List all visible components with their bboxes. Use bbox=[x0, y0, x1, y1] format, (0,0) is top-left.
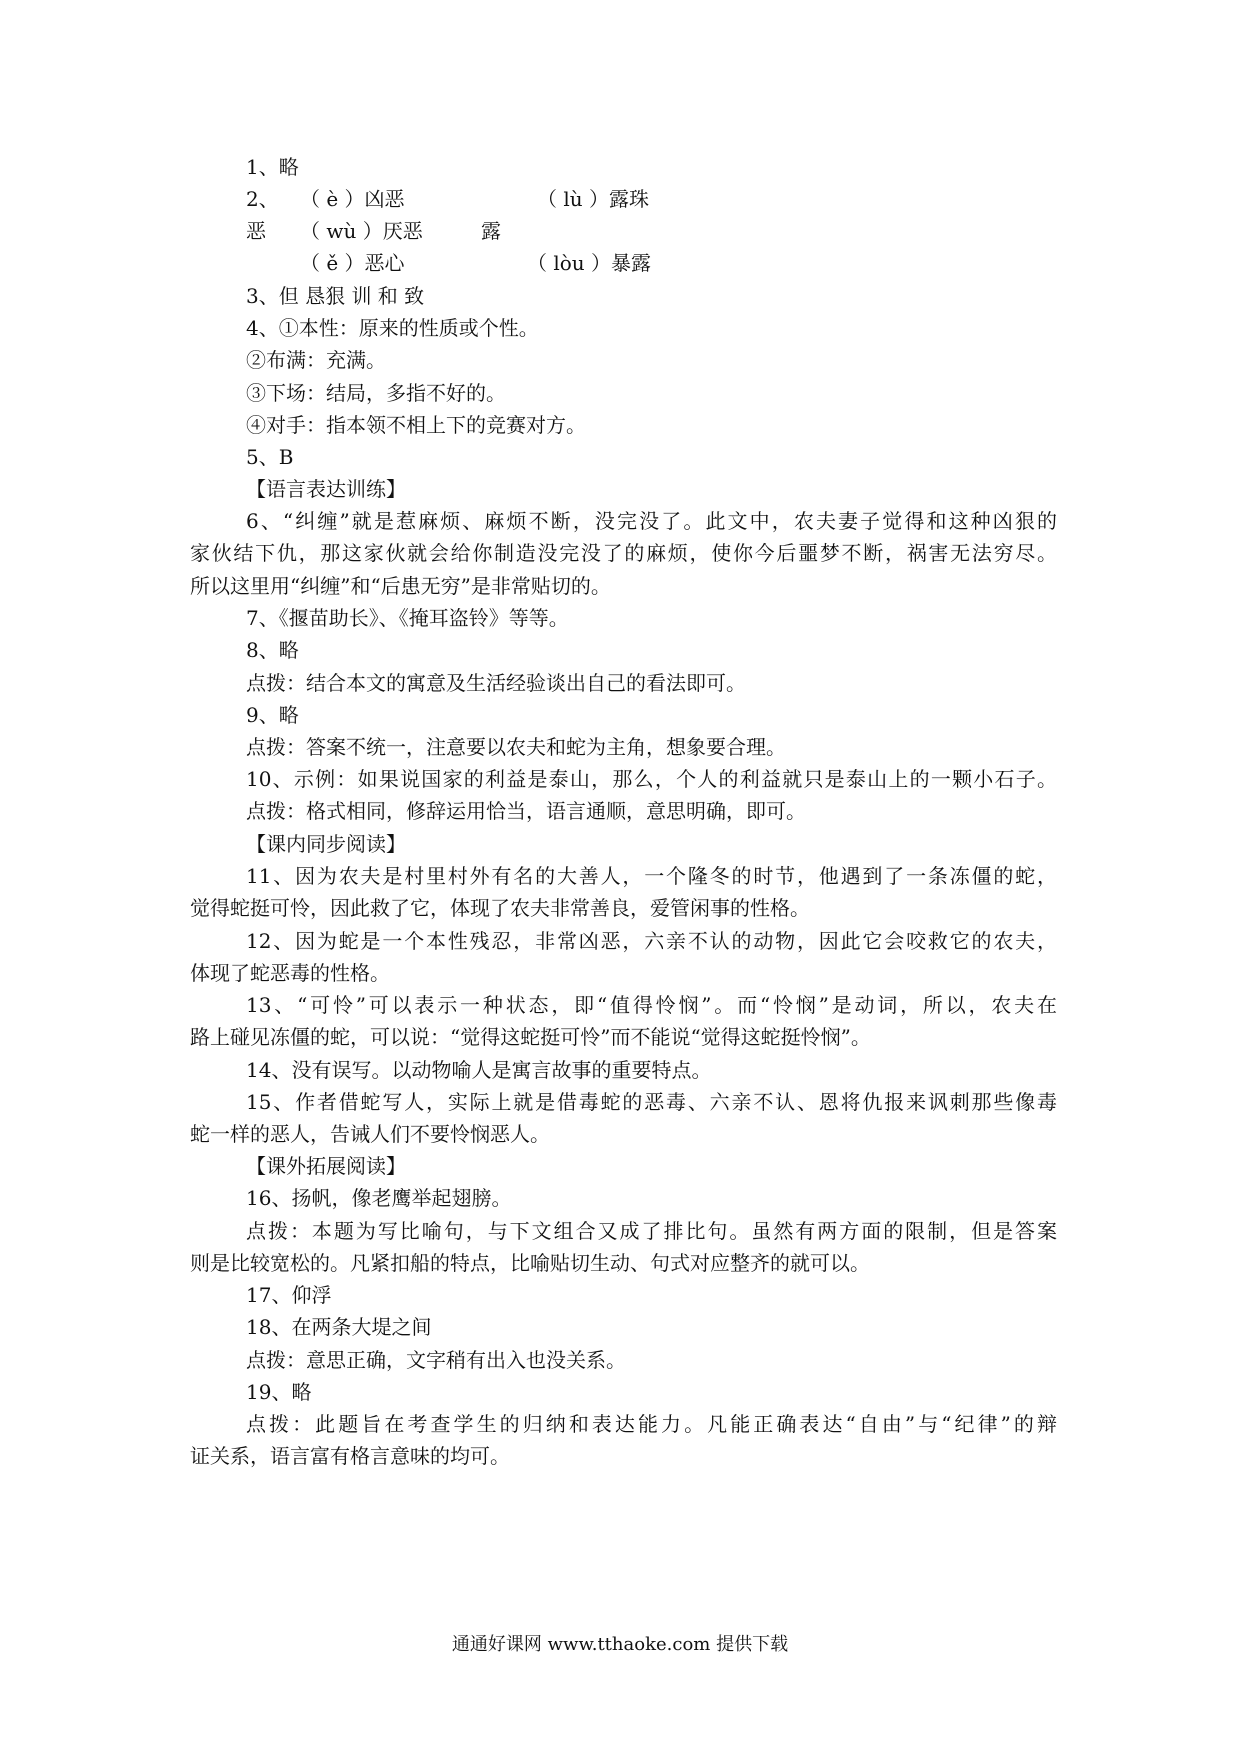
hint-10: 点拨：格式相同，修辞运用恰当，语言通顺，意思明确，即可。 bbox=[246, 799, 806, 823]
pronunciation-e4: （ è ）凶恶 bbox=[300, 187, 405, 211]
hint-16-line-2: 则是比较宽松的。凡紧扣船的特点，比喻贴切生动、句式对应整齐的就可以。 bbox=[190, 1251, 870, 1275]
answer-13-line-1: 13、“可怜”可以表示一种状态，即“值得怜悯”。而“怜悯”是动词，所以，农夫在 bbox=[246, 993, 1057, 1017]
answer-4-1: 4、①本性：原来的性质或个性。 bbox=[246, 316, 539, 340]
hint-16-line-1: 点拨：本题为写比喻句，与下文组合又成了排比句。虽然有两方面的限制，但是答案 bbox=[246, 1219, 1057, 1243]
answer-10: 10、示例：如果说国家的利益是泰山，那么，个人的利益就只是泰山上的一颗小石子。 bbox=[246, 767, 1057, 791]
pronunciation-wu4: （ wù ）厌恶 bbox=[300, 219, 423, 243]
answer-11-line-1: 11、因为农夫是村里村外有名的大善人，一个隆冬的时节，他遇到了一条冻僵的蛇， bbox=[246, 864, 1057, 888]
answer-8: 8、略 bbox=[246, 638, 299, 662]
answer-4-4: ④对手：指本领不相上下的竞赛对方。 bbox=[246, 413, 586, 437]
character-e: 恶 bbox=[246, 219, 266, 243]
hint-9: 点拨：答案不统一，注意要以农夫和蛇为主角，想象要合理。 bbox=[246, 735, 786, 759]
answer-13-line-2: 路上碰见冻僵的蛇，可以说：“觉得这蛇挺可怜”而不能说“觉得这蛇挺怜悯”。 bbox=[190, 1025, 871, 1049]
answer-6-line-3: 所以这里用“纠缠”和“后患无穷”是非常贴切的。 bbox=[190, 574, 611, 598]
section-heading-language: 【语言表达训练】 bbox=[246, 477, 406, 501]
answer-4-2: ②布满：充满。 bbox=[246, 348, 386, 372]
answer-16: 16、扬帆，像老鹰举起翅膀。 bbox=[246, 1186, 512, 1210]
answer-3: 3、但 恳狠 训 和 致 bbox=[246, 284, 425, 308]
section-heading-in-class: 【课内同步阅读】 bbox=[246, 832, 406, 856]
pronunciation-e3: （ ě ）恶心 bbox=[300, 251, 405, 275]
answer-12-line-2: 体现了蛇恶毒的性格。 bbox=[190, 961, 390, 985]
answer-6-line-1: 6、“纠缠”就是惹麻烦、麻烦不断，没完没了。此文中，农夫妻子觉得和这种凶狠的 bbox=[246, 509, 1057, 533]
section-heading-extended: 【课外拓展阅读】 bbox=[246, 1154, 406, 1178]
answer-17: 17、仰浮 bbox=[246, 1283, 332, 1307]
answer-19: 19、略 bbox=[246, 1380, 312, 1404]
answer-7: 7、《揠苗助长》、《掩耳盗铃》等等。 bbox=[246, 606, 569, 630]
answer-6-line-2: 家伙结下仇，那这家伙就会给你制造没完没了的麻烦，使你今后噩梦不断，祸害无法穷尽。 bbox=[190, 541, 1057, 565]
answer-15-line-2: 蛇一样的恶人，告诫人们不要怜悯恶人。 bbox=[190, 1122, 550, 1146]
answer-12-line-1: 12、因为蛇是一个本性残忍，非常凶恶，六亲不认的动物，因此它会咬救它的农夫， bbox=[246, 929, 1057, 953]
hint-18: 点拨：意思正确，文字稍有出入也没关系。 bbox=[246, 1348, 626, 1372]
answer-18: 18、在两条大堤之间 bbox=[246, 1315, 432, 1339]
answer-11-line-2: 觉得蛇挺可怜，因此救了它，体现了农夫非常善良，爱管闲事的性格。 bbox=[190, 896, 810, 920]
hint-19-line-2: 证关系，语言富有格言意味的均可。 bbox=[190, 1444, 510, 1468]
answer-2-label: 2、 bbox=[246, 187, 279, 211]
hint-8: 点拨：结合本文的寓意及生活经验谈出自己的看法即可。 bbox=[246, 671, 746, 695]
answer-4-3: ③下场：结局，多指不好的。 bbox=[246, 381, 506, 405]
answer-1: 1、略 bbox=[246, 155, 299, 179]
pronunciation-lou4: （ lòu ）暴露 bbox=[527, 251, 652, 275]
answer-9: 9、略 bbox=[246, 703, 299, 727]
answer-14: 14、没有误写。以动物喻人是寓言故事的重要特点。 bbox=[246, 1058, 712, 1082]
answer-5: 5、B bbox=[246, 445, 294, 469]
answer-15-line-1: 15、作者借蛇写人，实际上就是借毒蛇的恶毒、六亲不认、恩将仇报来讽刺那些像毒 bbox=[246, 1090, 1057, 1114]
hint-19-line-1: 点拨：此题旨在考查学生的归纳和表达能力。凡能正确表达“自由”与“纪律”的辩 bbox=[246, 1412, 1057, 1436]
character-lu: 露 bbox=[481, 219, 501, 243]
page-footer: 通通好课网 www.tthaoke.com 提供下载 bbox=[451, 1634, 789, 1655]
pronunciation-lu4: （ lù ）露珠 bbox=[537, 187, 649, 211]
